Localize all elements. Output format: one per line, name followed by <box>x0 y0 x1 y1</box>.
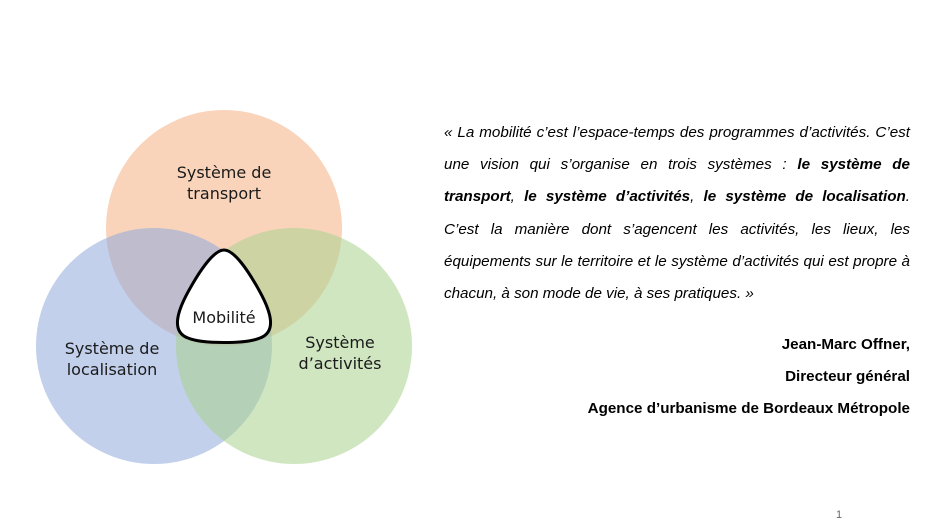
quote-term-transport: le système de transport <box>444 156 910 206</box>
activities-label-line1: Système <box>305 333 375 352</box>
attribution-organization: Agence d’urbanisme de Bordeaux Métropole <box>587 400 910 417</box>
quote-term-localisation: le système de localisation <box>703 188 906 206</box>
quote-separator: , <box>510 188 525 206</box>
quote-text <box>444 117 910 310</box>
activities-label-line2: d’activités <box>298 354 382 373</box>
quote-separator: , <box>690 188 704 206</box>
page-number: 1 <box>836 509 843 521</box>
attribution-name: Jean-Marc Offner, <box>781 336 910 353</box>
venn-diagram <box>0 0 430 529</box>
quote-term-activities: le système d’activités <box>524 188 691 206</box>
quote-conclusion: . C’est la manière dont s’agencent les activités, les lieux, les équipements sur le territoire et le système d’activités qui est propre à chacun, à son mode de vie, à ses pratiques. » <box>444 188 910 303</box>
localisation-label-line1: Système de <box>64 339 160 358</box>
attribution-role: Directeur général <box>785 368 910 385</box>
transport-label-line2: transport <box>187 184 261 203</box>
localisation-label-line2: localisation <box>66 360 158 379</box>
transport-label-line1: Système de <box>176 163 272 182</box>
quote-intro: « La mobilité c’est l’espace-temps des programmes d’activités. C’est une vision qui s’organise en trois systèmes : <box>444 124 910 174</box>
mobility-center-label: Mobilité <box>192 308 256 327</box>
